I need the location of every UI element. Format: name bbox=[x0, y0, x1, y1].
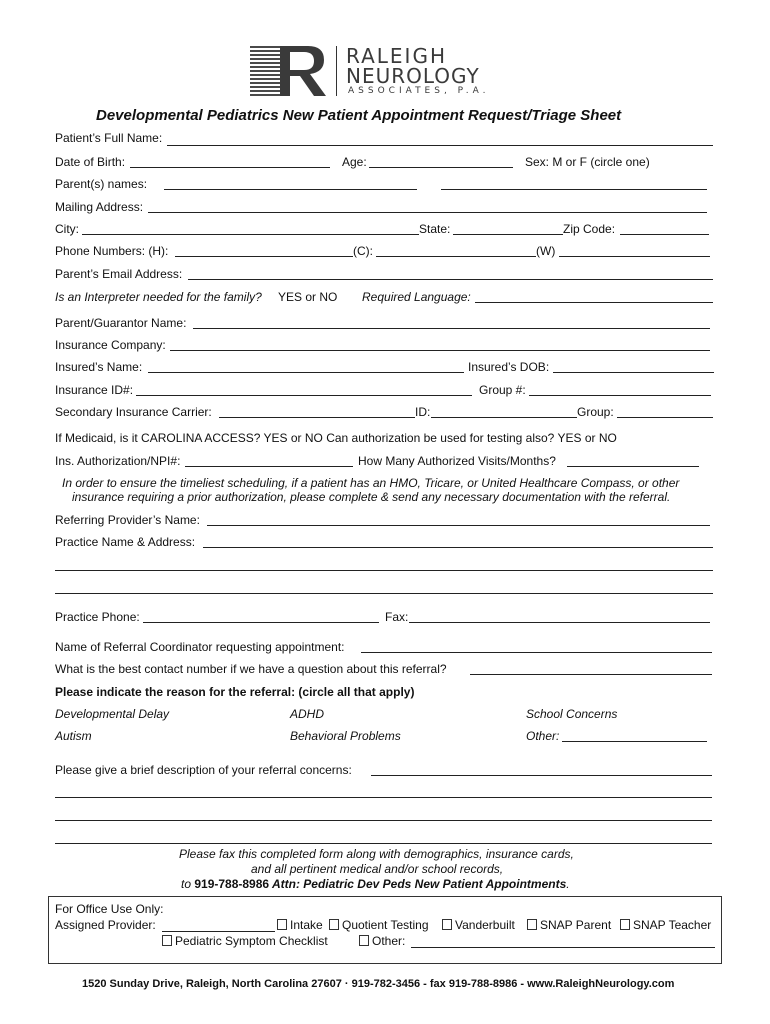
required-language-line[interactable] bbox=[475, 302, 713, 303]
practice-address-line3[interactable] bbox=[55, 593, 713, 594]
checkbox-icon[interactable] bbox=[329, 919, 339, 930]
office-option-snap-parent[interactable]: SNAP Parent bbox=[527, 918, 611, 932]
parent-email-line[interactable] bbox=[188, 279, 713, 280]
provider-name-label: Referring Provider’s Name: bbox=[55, 513, 200, 527]
office-other-line[interactable] bbox=[411, 947, 715, 948]
phone-w-label: (W) bbox=[536, 244, 556, 258]
form-title: Developmental Pediatrics New Patient Appointment Request/Triage Sheet bbox=[96, 107, 622, 124]
guarantor-label: Parent/Guarantor Name: bbox=[55, 316, 187, 330]
fax-line[interactable] bbox=[409, 622, 710, 623]
fax-label: Fax: bbox=[385, 610, 409, 624]
secondary-id-line[interactable] bbox=[431, 417, 577, 418]
office-option-intake[interactable]: Intake bbox=[277, 918, 323, 932]
reason-autism[interactable]: Autism bbox=[55, 729, 92, 743]
reason-other-line[interactable] bbox=[562, 741, 707, 742]
description-line2[interactable] bbox=[55, 797, 712, 798]
secondary-group-line[interactable] bbox=[617, 417, 713, 418]
interpreter-yes-no: YES or NO bbox=[278, 290, 338, 304]
checkbox-icon[interactable] bbox=[277, 919, 287, 930]
description-line4[interactable] bbox=[55, 843, 712, 844]
group-label: Group #: bbox=[479, 383, 526, 397]
checkbox-icon[interactable] bbox=[527, 919, 537, 930]
assigned-provider-label: Assigned Provider: bbox=[55, 918, 156, 932]
guarantor-line[interactable] bbox=[193, 328, 710, 329]
logo-line3: ASSOCIATES, P.A. bbox=[348, 86, 490, 96]
description-label: Please give a brief description of your referral concerns: bbox=[55, 763, 352, 777]
assigned-provider-line[interactable] bbox=[162, 931, 275, 932]
group-line[interactable] bbox=[529, 395, 711, 396]
secondary-group-label: Group: bbox=[577, 405, 614, 419]
reason-other[interactable]: Other: bbox=[526, 729, 560, 743]
insured-dob-line[interactable] bbox=[553, 372, 714, 373]
practice-phone-line[interactable] bbox=[143, 622, 379, 623]
office-option-other[interactable]: Other: bbox=[359, 934, 405, 948]
checkbox-icon[interactable] bbox=[442, 919, 452, 930]
mailing-label: Mailing Address: bbox=[55, 200, 144, 214]
sex-label: Sex: M or F (circle one) bbox=[525, 155, 650, 169]
reason-heading: Please indicate the reason for the referral: (circle all that apply) bbox=[55, 685, 415, 699]
provider-name-line[interactable] bbox=[207, 525, 710, 526]
interpreter-label: Is an Interpreter needed for the family? bbox=[55, 290, 262, 304]
phone-h-label: Phone Numbers: (H): bbox=[55, 244, 169, 258]
secondary-carrier-line[interactable] bbox=[219, 417, 415, 418]
notice-line2: insurance requiring a prior authorization, please complete & send any necessary documentation with the referral. bbox=[72, 490, 671, 504]
visits-line[interactable] bbox=[567, 466, 699, 467]
patient-name-line[interactable] bbox=[167, 145, 713, 146]
fax-note-attn: Attn: Pediatric Dev Peds New Patient Appointments bbox=[269, 877, 567, 891]
insurance-company-line[interactable] bbox=[170, 350, 710, 351]
contact-label: What is the best contact number if we have a question about this referral? bbox=[55, 662, 447, 676]
city-line[interactable] bbox=[82, 234, 419, 235]
insured-name-line[interactable] bbox=[148, 372, 464, 373]
phone-w-line[interactable] bbox=[559, 256, 710, 257]
phone-h-line[interactable] bbox=[175, 256, 353, 257]
office-use-heading: For Office Use Only: bbox=[55, 902, 164, 916]
secondary-id-label: ID: bbox=[415, 405, 431, 419]
ins-auth-label: Ins. Authorization/NPI#: bbox=[55, 454, 181, 468]
checkbox-icon[interactable] bbox=[162, 935, 172, 946]
parent-email-label: Parent’s Email Address: bbox=[55, 267, 183, 281]
footer-address: 1520 Sunday Drive, Raleigh, North Carolina 27607 · 919-782-3456 - fax 919-788-8986 - www.RaleighNeurology.com bbox=[82, 978, 675, 990]
state-line[interactable] bbox=[453, 234, 563, 235]
reason-adhd[interactable]: ADHD bbox=[290, 707, 325, 721]
fax-note-period: . bbox=[566, 877, 570, 891]
age-line[interactable] bbox=[369, 167, 513, 168]
state-label: State: bbox=[419, 222, 451, 236]
fax-note-prefix: to bbox=[181, 877, 195, 891]
office-option-vanderbuilt[interactable]: Vanderbuilt bbox=[442, 918, 515, 932]
parent2-line[interactable] bbox=[441, 189, 707, 190]
practice-phone-label: Practice Phone: bbox=[55, 610, 140, 624]
secondary-carrier-label: Secondary Insurance Carrier: bbox=[55, 405, 212, 419]
city-label: City: bbox=[55, 222, 79, 236]
coordinator-label: Name of Referral Coordinator requesting appointment: bbox=[55, 640, 345, 654]
reason-developmental-delay[interactable]: Developmental Delay bbox=[55, 707, 170, 721]
required-language-label: Required Language: bbox=[362, 290, 471, 304]
practice-address-label: Practice Name & Address: bbox=[55, 535, 196, 549]
fax-note-line2: and all pertinent medical and/or school records, bbox=[251, 862, 504, 876]
insured-dob-label: Insured’s DOB: bbox=[468, 360, 550, 374]
reason-school-concerns[interactable]: School Concerns bbox=[526, 707, 618, 721]
zip-label: Zip Code: bbox=[563, 222, 616, 236]
fax-note-line3 bbox=[181, 877, 570, 891]
checkbox-icon[interactable] bbox=[620, 919, 630, 930]
logo-mark-icon bbox=[250, 46, 332, 98]
insurance-id-label: Insurance ID#: bbox=[55, 383, 134, 397]
description-line3[interactable] bbox=[55, 820, 712, 821]
age-label: Age: bbox=[342, 155, 367, 169]
office-option-psc[interactable]: Pediatric Symptom Checklist bbox=[162, 934, 328, 948]
logo-line1: RALEIGH bbox=[346, 44, 447, 68]
medicaid-question: If Medicaid, is it CAROLINA ACCESS? YES or NO Can authorization be used for testing also? YES or NO bbox=[55, 431, 617, 445]
description-line1[interactable] bbox=[371, 775, 712, 776]
office-option-snap-teacher[interactable]: SNAP Teacher bbox=[620, 918, 711, 932]
visits-label: How Many Authorized Visits/Months? bbox=[358, 454, 556, 468]
patient-name-label: Patient’s Full Name: bbox=[55, 131, 163, 145]
practice-address-line2[interactable] bbox=[55, 570, 713, 571]
office-use-box bbox=[48, 896, 722, 964]
insurance-id-line[interactable] bbox=[136, 395, 472, 396]
phone-c-line[interactable] bbox=[376, 256, 536, 257]
insurance-company-label: Insurance Company: bbox=[55, 338, 166, 352]
logo bbox=[250, 44, 530, 100]
parent1-line[interactable] bbox=[164, 189, 417, 190]
contact-line[interactable] bbox=[470, 674, 712, 675]
fax-note-line1: Please fax this completed form along with demographics, insurance cards, bbox=[179, 847, 574, 861]
notice-line1: In order to ensure the timeliest scheduling, if a patient has an HMO, Tricare, or United Healthcare Compass, or other bbox=[62, 476, 680, 490]
fax-note-number: 919-788-8986 bbox=[194, 877, 270, 891]
phone-c-label: (C): bbox=[353, 244, 373, 258]
office-option-quotient[interactable]: Quotient Testing bbox=[329, 918, 429, 932]
dob-line[interactable] bbox=[130, 167, 330, 168]
coordinator-line[interactable] bbox=[361, 652, 712, 653]
mailing-line[interactable] bbox=[148, 212, 707, 213]
insured-name-label: Insured’s Name: bbox=[55, 360, 143, 374]
logo-line2: NEUROLOGY bbox=[346, 64, 480, 88]
practice-address-line1[interactable] bbox=[203, 547, 713, 548]
ins-auth-line[interactable] bbox=[185, 466, 353, 467]
checkbox-icon[interactable] bbox=[359, 935, 369, 946]
zip-line[interactable] bbox=[620, 234, 709, 235]
reason-behavioral-problems[interactable]: Behavioral Problems bbox=[290, 729, 401, 743]
parents-label: Parent(s) names: bbox=[55, 177, 148, 191]
dob-label: Date of Birth: bbox=[55, 155, 126, 169]
